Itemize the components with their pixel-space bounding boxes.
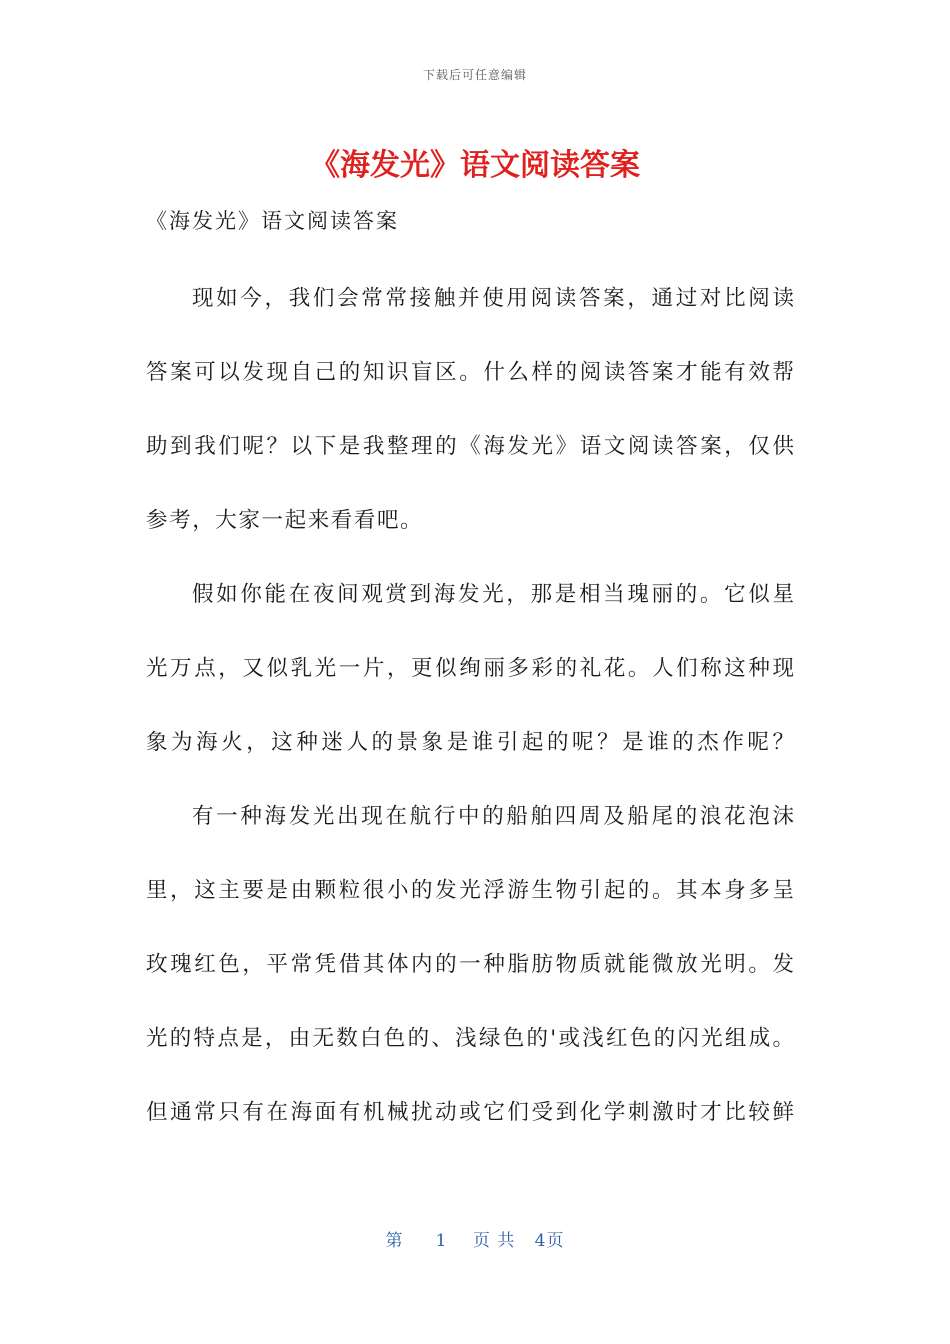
page-title: 《海发光》语文阅读答案 (310, 148, 640, 183)
text-line: 有一种海发光出现在航行中的船舶四周及船尾的浪花泡沫 (192, 804, 794, 829)
paragraph-3 (146, 780, 794, 1150)
text-line: 光万点，又似乳光一片，更似绚丽多彩的礼花。人们称这种现 (146, 656, 794, 681)
text-line: 但通常只有在海面有机械扰动或它们受到化学刺激时才比较鲜 (146, 1100, 794, 1125)
text-line: 助到我们呢？以下是我整理的《海发光》语文阅读答案，仅供 (146, 434, 794, 459)
footer-page-number: 1 (435, 1231, 448, 1251)
text-line: 光的特点是，由无数白色的、浅绿色的'或浅红色的闪光组成。 (146, 1026, 794, 1051)
document-body (146, 262, 794, 1150)
text-line: 里，这主要是由颗粒很小的发光浮游生物引起的。其本身多呈 (146, 878, 794, 903)
footer-prefix: 第 (385, 1231, 404, 1251)
text-line: 玫瑰红色，平常凭借其体内的一种脂肪物质就能微放光明。发 (146, 952, 794, 977)
paragraph-1 (146, 262, 794, 558)
text-line: 答案可以发现自己的知识盲区。什么样的阅读答案才能有效帮 (146, 360, 794, 385)
text-line: 象为海火，这种迷人的景象是谁引起的呢？是谁的杰作呢？ (146, 730, 794, 755)
text-line: 现如今，我们会常常接触并使用阅读答案，通过对比阅读 (192, 286, 794, 311)
header-note: 下载后可任意编辑 (422, 68, 527, 82)
page-footer (0, 1226, 950, 1251)
text-line: 参考，大家一起来看看吧。 (146, 508, 424, 533)
footer-page-total: 4页 (534, 1231, 565, 1251)
document-subtitle: 《海发光》语文阅读答案 (146, 209, 399, 233)
paragraph-2 (146, 558, 794, 780)
footer-mid: 页 共 (473, 1231, 516, 1251)
text-line: 假如你能在夜间观赏到海发光，那是相当瑰丽的。它似星 (192, 582, 794, 607)
